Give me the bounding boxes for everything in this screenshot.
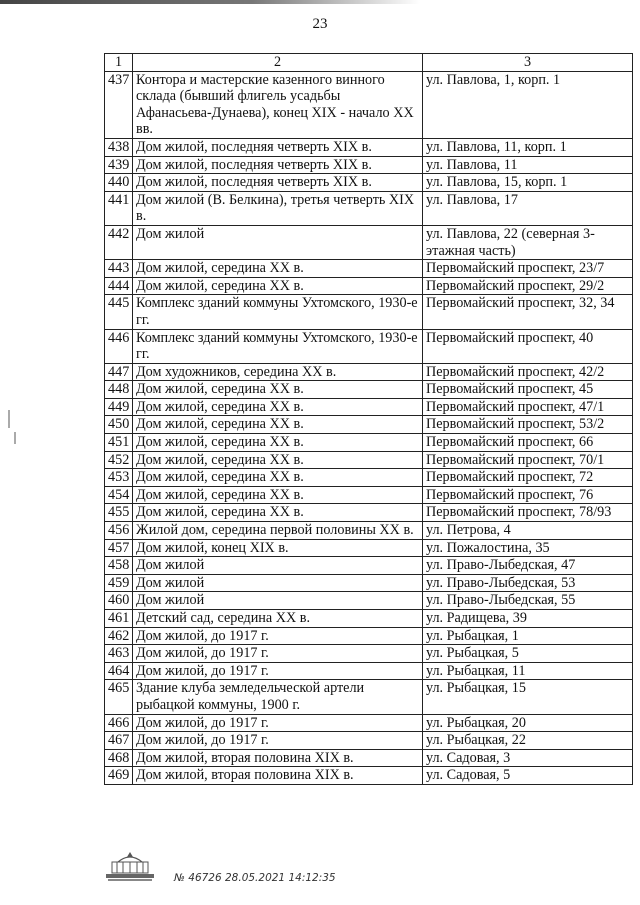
object-name: Дом жилой, последняя четверть XIX в. [133,156,423,174]
table-row [105,627,633,645]
table-row [105,680,633,714]
object-address: Первомайский проспект, 72 [423,469,633,487]
object-name: Дом жилой, до 1917 г. [133,645,423,663]
object-name: Комплекс зданий коммуны Ухтомского, 1930-е гг. [133,329,423,363]
row-number: 469 [105,767,133,785]
object-address: Первомайский проспект, 53/2 [423,416,633,434]
object-address: ул. Павлова, 1, корп. 1 [423,71,633,138]
object-name: Дом жилой, вторая половина XIX в. [133,767,423,785]
margin-mark [8,410,10,428]
object-name: Дом жилой, конец XIX в. [133,539,423,557]
object-address: Первомайский проспект, 70/1 [423,451,633,469]
object-address: Первомайский проспект, 76 [423,486,633,504]
object-name: Дом жилой, середина XX в. [133,416,423,434]
object-name: Дом жилой, середина XX в. [133,486,423,504]
row-number: 442 [105,225,133,259]
object-name: Контора и мастерские казенного винного склада (бывший флигель усадьбы Афанасьева-Дунаева), конец XIX - начало XX вв. [133,71,423,138]
object-name: Дом жилой, середина XX в. [133,381,423,399]
table-row [105,557,633,575]
table-row [105,645,633,663]
table-row [105,610,633,628]
row-number: 445 [105,295,133,329]
row-number: 438 [105,138,133,156]
object-address: ул. Садовая, 3 [423,749,633,767]
table-row [105,138,633,156]
row-number: 447 [105,363,133,381]
object-address: ул. Рыбацкая, 15 [423,680,633,714]
row-number: 465 [105,680,133,714]
table-row [105,363,633,381]
row-number: 464 [105,662,133,680]
object-name: Дом жилой, последняя четверть XIX в. [133,174,423,192]
object-name: Дом жилой, до 1917 г. [133,627,423,645]
table-row [105,71,633,138]
table-row [105,295,633,329]
registration-number: № 46726 28.05.2021 14:12:35 [174,872,336,884]
row-number: 450 [105,416,133,434]
object-address: ул. Рыбацкая, 11 [423,662,633,680]
table-header-row [105,54,633,72]
object-address: ул. Петрова, 4 [423,522,633,540]
object-name: Дом жилой, вторая половина XIX в. [133,749,423,767]
table-row [105,277,633,295]
header-col-1: 1 [105,54,133,72]
object-address: ул. Право-Лыбедская, 47 [423,557,633,575]
object-name: Дом жилой (В. Белкина), третья четверть XIX в. [133,191,423,225]
object-address: ул. Рыбацкая, 1 [423,627,633,645]
object-name: Детский сад, середина XX в. [133,610,423,628]
object-name: Здание клуба земледельческой артели рыбацкой коммуны, 1900 г. [133,680,423,714]
table-row [105,539,633,557]
table-row [105,714,633,732]
object-address: ул. Радищева, 39 [423,610,633,628]
table-row [105,434,633,452]
object-name: Дом жилой, до 1917 г. [133,662,423,680]
row-number: 448 [105,381,133,399]
row-number: 463 [105,645,133,663]
object-address: ул. Право-Лыбедская, 53 [423,574,633,592]
object-name: Дом жилой [133,574,423,592]
row-number: 443 [105,260,133,278]
object-address: Первомайский проспект, 66 [423,434,633,452]
row-number: 451 [105,434,133,452]
table-row [105,416,633,434]
object-address: Первомайский проспект, 29/2 [423,277,633,295]
row-number: 460 [105,592,133,610]
table-row [105,451,633,469]
table-row [105,174,633,192]
object-address: ул. Рыбацкая, 5 [423,645,633,663]
table-row [105,486,633,504]
table-row [105,329,633,363]
row-number: 459 [105,574,133,592]
object-name: Дом жилой [133,557,423,575]
object-name: Дом жилой, середина XX в. [133,469,423,487]
object-address: ул. Право-Лыбедская, 55 [423,592,633,610]
table-row [105,260,633,278]
table-row [105,225,633,259]
object-name: Дом жилой, середина XX в. [133,451,423,469]
scan-edge-line [0,0,420,4]
row-number: 449 [105,398,133,416]
row-number: 453 [105,469,133,487]
object-address: ул. Рыбацкая, 22 [423,732,633,750]
object-name: Дом жилой, последняя четверть XIX в. [133,138,423,156]
row-number: 455 [105,504,133,522]
table-row [105,662,633,680]
object-name: Комплекс зданий коммуны Ухтомского, 1930-е гг. [133,295,423,329]
row-number: 452 [105,451,133,469]
margin-mark [14,432,16,444]
table-row [105,191,633,225]
object-address: Первомайский проспект, 45 [423,381,633,399]
object-address: ул. Павлова, 17 [423,191,633,225]
row-number: 456 [105,522,133,540]
object-name: Дом жилой [133,225,423,259]
table-row [105,398,633,416]
table-row [105,732,633,750]
object-address: ул. Павлова, 15, корп. 1 [423,174,633,192]
register-table [104,53,633,785]
table-row [105,504,633,522]
row-number: 467 [105,732,133,750]
row-number: 446 [105,329,133,363]
table-row [105,592,633,610]
table-row [105,381,633,399]
object-name: Дом жилой, середина XX в. [133,260,423,278]
row-number: 457 [105,539,133,557]
header-col-3: 3 [423,54,633,72]
table-row [105,749,633,767]
object-address: ул. Садовая, 5 [423,767,633,785]
object-address: Первомайский проспект, 78/93 [423,504,633,522]
object-name: Дом жилой, середина XX в. [133,434,423,452]
footer [100,850,520,900]
object-name: Дом жилой, до 1917 г. [133,714,423,732]
object-name: Дом художников, середина XX в. [133,363,423,381]
row-number: 440 [105,174,133,192]
table-row [105,574,633,592]
row-number: 437 [105,71,133,138]
object-address: ул. Павлова, 11, корп. 1 [423,138,633,156]
object-name: Дом жилой, середина XX в. [133,504,423,522]
object-name: Дом жилой, середина XX в. [133,398,423,416]
object-address: Первомайский проспект, 32, 34 [423,295,633,329]
object-name: Дом жилой, до 1917 г. [133,732,423,750]
row-number: 462 [105,627,133,645]
object-address: Первомайский проспект, 42/2 [423,363,633,381]
object-address: Первомайский проспект, 23/7 [423,260,633,278]
table-row [105,522,633,540]
object-name: Дом жилой, середина XX в. [133,277,423,295]
row-number: 444 [105,277,133,295]
row-number: 458 [105,557,133,575]
table-row [105,469,633,487]
table-row [105,156,633,174]
row-number: 441 [105,191,133,225]
object-address: Первомайский проспект, 40 [423,329,633,363]
table-row [105,767,633,785]
row-number: 466 [105,714,133,732]
row-number: 461 [105,610,133,628]
object-address: ул. Павлова, 11 [423,156,633,174]
object-name: Дом жилой [133,592,423,610]
object-address: ул. Пожалостина, 35 [423,539,633,557]
object-name: Жилой дом, середина первой половины XX в. [133,522,423,540]
object-address: ул. Павлова, 22 (северная 3-этажная часть) [423,225,633,259]
row-number: 439 [105,156,133,174]
object-address: ул. Рыбацкая, 20 [423,714,633,732]
government-logo-icon [100,850,160,882]
header-col-2: 2 [133,54,423,72]
object-address: Первомайский проспект, 47/1 [423,398,633,416]
row-number: 468 [105,749,133,767]
row-number: 454 [105,486,133,504]
page-number: 23 [312,16,328,32]
